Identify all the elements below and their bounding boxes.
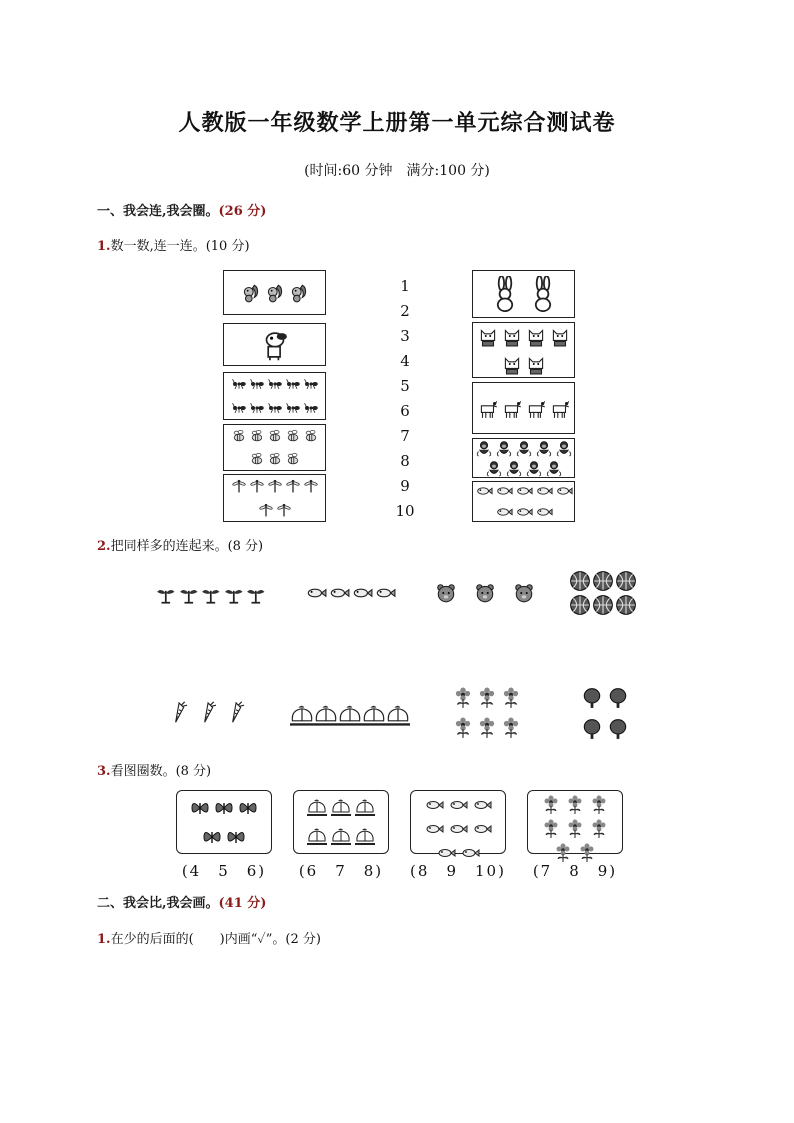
ant-icon — [303, 376, 319, 392]
racket-icon — [607, 718, 629, 740]
number-5: 5 — [400, 377, 410, 395]
flower-icon — [589, 795, 609, 815]
flower-icon — [565, 795, 585, 815]
cat-icon — [477, 325, 499, 347]
fish-icon — [535, 503, 553, 521]
count-box-dragonflies — [223, 474, 326, 522]
carrot-icon — [199, 694, 222, 730]
dragonfly-icon — [303, 478, 319, 494]
fish-icon — [495, 503, 513, 521]
monkey-icon — [475, 439, 493, 457]
fish-icon — [472, 795, 492, 815]
flower-icon — [500, 687, 522, 709]
monkey-icon — [495, 439, 513, 457]
sprout-icon — [223, 582, 245, 604]
question-number: 2. — [97, 539, 111, 554]
monkey-icon — [555, 439, 573, 457]
ant-icon — [303, 400, 319, 416]
carrot-icon — [170, 694, 193, 730]
group-sprouts — [155, 578, 267, 608]
question-2-heading — [97, 535, 263, 554]
fish-icon — [475, 482, 493, 500]
question-number: 1. — [97, 239, 111, 254]
question-text: 数一数,连一连。(10 分) — [110, 239, 250, 254]
dog-icon — [258, 328, 292, 362]
monkey-icon — [485, 459, 503, 477]
question-text: 在少的后面的( )内画“✓”。(2 分) — [110, 932, 321, 947]
flower-icon — [541, 819, 561, 839]
racket-icon — [607, 687, 629, 709]
bee-icon — [285, 451, 301, 467]
squirrel-icon — [240, 282, 262, 304]
ant-icon — [249, 400, 265, 416]
squirrel-icon — [264, 282, 286, 304]
flower-icon — [541, 795, 561, 815]
fish-icon — [472, 819, 492, 839]
section-two-label: 二、我会比,我会画。 — [97, 896, 219, 911]
goat-icon — [549, 397, 571, 419]
group-balls — [562, 570, 644, 616]
number-9: 9 — [400, 477, 410, 495]
group-fish — [290, 578, 410, 608]
group-carrots — [170, 690, 250, 734]
peach-icon — [386, 704, 410, 728]
ant-icon — [231, 376, 247, 392]
fish-icon — [424, 795, 444, 815]
bear-icon — [513, 582, 535, 604]
peach-icon — [331, 827, 351, 847]
ball-icon — [615, 594, 637, 616]
racket-icon — [581, 687, 603, 709]
flower-icon — [452, 717, 474, 739]
ball-icon — [615, 570, 637, 592]
bee-icon — [285, 428, 301, 444]
count-box-squirrels — [223, 270, 326, 315]
dragonfly-icon — [231, 478, 247, 494]
flower-icon — [476, 717, 498, 739]
fish-icon — [495, 482, 513, 500]
section-two-heading — [97, 892, 266, 911]
section-one-label: 一、我会连,我会圈。 — [97, 204, 219, 219]
bear-icon — [474, 582, 496, 604]
count-box-fish — [472, 481, 575, 522]
peach-icon — [307, 827, 327, 847]
flower-icon — [476, 687, 498, 709]
butterfly-icon — [226, 827, 246, 847]
dragonfly-icon — [276, 502, 292, 518]
goat-icon — [525, 397, 547, 419]
options-peaches[interactable]: (6 7 8) — [298, 862, 384, 880]
cat-icon — [501, 353, 523, 375]
number-2: 2 — [400, 302, 410, 320]
fish-icon — [305, 582, 327, 604]
question-number: 1. — [97, 932, 111, 947]
dragonfly-icon — [258, 502, 274, 518]
count-box-dog — [223, 323, 326, 366]
monkey-icon — [505, 459, 523, 477]
circle-box-peaches — [293, 790, 389, 854]
circle-box-butterflies — [176, 790, 272, 854]
bee-icon — [249, 451, 265, 467]
fish-icon — [351, 582, 373, 604]
cat-icon — [549, 325, 571, 347]
ant-icon — [285, 400, 301, 416]
butterfly-icon — [190, 798, 210, 818]
peach-icon — [290, 704, 314, 728]
monkey-icon — [525, 459, 543, 477]
number-6: 6 — [400, 402, 410, 420]
butterfly-icon — [202, 827, 222, 847]
options-fish[interactable]: (8 9 10) — [410, 862, 506, 880]
number-10: 10 — [395, 502, 415, 520]
fish-icon — [374, 582, 396, 604]
circle-box-fish — [410, 790, 506, 854]
question-3-heading — [97, 760, 211, 779]
question-4-heading — [97, 928, 321, 947]
section-one-score: (26 分) — [218, 204, 267, 219]
racket-icon — [581, 718, 603, 740]
ball-icon — [592, 594, 614, 616]
peach-icon — [338, 704, 362, 728]
fish-icon — [424, 819, 444, 839]
bee-icon — [267, 451, 283, 467]
question-1-heading — [97, 235, 250, 254]
count-box-cats — [472, 322, 575, 378]
squirrel-icon — [288, 282, 310, 304]
count-box-bees — [223, 424, 326, 471]
rabbit-icon — [525, 276, 561, 312]
number-8: 8 — [400, 452, 410, 470]
ball-icon — [569, 570, 591, 592]
group-flowers — [452, 684, 522, 742]
fish-icon — [535, 482, 553, 500]
group-rackets — [575, 684, 635, 742]
peach-icon — [331, 798, 351, 818]
bee-icon — [249, 428, 265, 444]
bee-icon — [303, 428, 319, 444]
peach-icon — [355, 798, 375, 818]
options-butterflies[interactable]: (4 5 6) — [181, 862, 267, 880]
bee-icon — [267, 428, 283, 444]
peach-icon — [307, 798, 327, 818]
rabbit-icon — [487, 276, 523, 312]
carrot-icon — [227, 694, 250, 730]
count-box-ants — [223, 372, 326, 420]
peach-icon — [355, 827, 375, 847]
sprout-icon — [245, 582, 267, 604]
peach-icon — [314, 704, 338, 728]
page-title: 人教版一年级数学上册第一单元综合测试卷 — [178, 110, 616, 136]
sprout-icon — [178, 582, 200, 604]
dragonfly-icon — [249, 478, 265, 494]
group-bears — [435, 578, 535, 608]
bear-icon — [435, 582, 457, 604]
fish-icon — [515, 482, 533, 500]
dragonfly-icon — [267, 478, 283, 494]
number-7: 7 — [400, 427, 410, 445]
count-box-monkeys — [472, 438, 575, 478]
number-column — [390, 277, 420, 527]
ant-icon — [285, 376, 301, 392]
cat-icon — [525, 325, 547, 347]
flower-icon — [500, 717, 522, 739]
ant-icon — [267, 400, 283, 416]
question-text: 把同样多的连起来。(8 分) — [110, 539, 264, 554]
monkey-icon — [515, 439, 533, 457]
goat-icon — [501, 397, 523, 419]
cat-icon — [501, 325, 523, 347]
butterfly-icon — [214, 798, 234, 818]
number-4: 4 — [400, 352, 410, 370]
ant-icon — [267, 376, 283, 392]
group-peaches — [290, 698, 410, 728]
cat-icon — [525, 353, 547, 375]
flower-icon — [452, 687, 474, 709]
count-box-goats — [472, 382, 575, 434]
monkey-icon — [545, 459, 563, 477]
section-one-heading — [97, 200, 266, 219]
number-3: 3 — [400, 327, 410, 345]
flower-icon — [589, 819, 609, 839]
goat-icon — [477, 397, 499, 419]
sprout-icon — [155, 582, 177, 604]
dragonfly-icon — [285, 478, 301, 494]
exam-info: (时间:60 分钟 满分:100 分) — [304, 163, 490, 179]
circle-box-flowers — [527, 790, 623, 854]
fish-icon — [448, 795, 468, 815]
peach-icon — [362, 704, 386, 728]
question-text: 看图圈数。(8 分) — [110, 764, 212, 779]
fish-icon — [328, 582, 350, 604]
number-1: 1 — [400, 277, 410, 295]
question-number: 3. — [97, 764, 111, 779]
fish-icon — [515, 503, 533, 521]
ball-icon — [569, 594, 591, 616]
ant-icon — [231, 400, 247, 416]
flower-icon — [565, 819, 585, 839]
section-two-score: (41 分) — [218, 896, 267, 911]
options-flowers[interactable]: (7 8 9) — [532, 862, 618, 880]
bee-icon — [231, 428, 247, 444]
butterfly-icon — [238, 798, 258, 818]
ball-icon — [592, 570, 614, 592]
monkey-icon — [535, 439, 553, 457]
count-box-rabbits — [472, 270, 575, 318]
sprout-icon — [200, 582, 222, 604]
fish-icon — [448, 819, 468, 839]
fish-icon — [555, 482, 573, 500]
ant-icon — [249, 376, 265, 392]
